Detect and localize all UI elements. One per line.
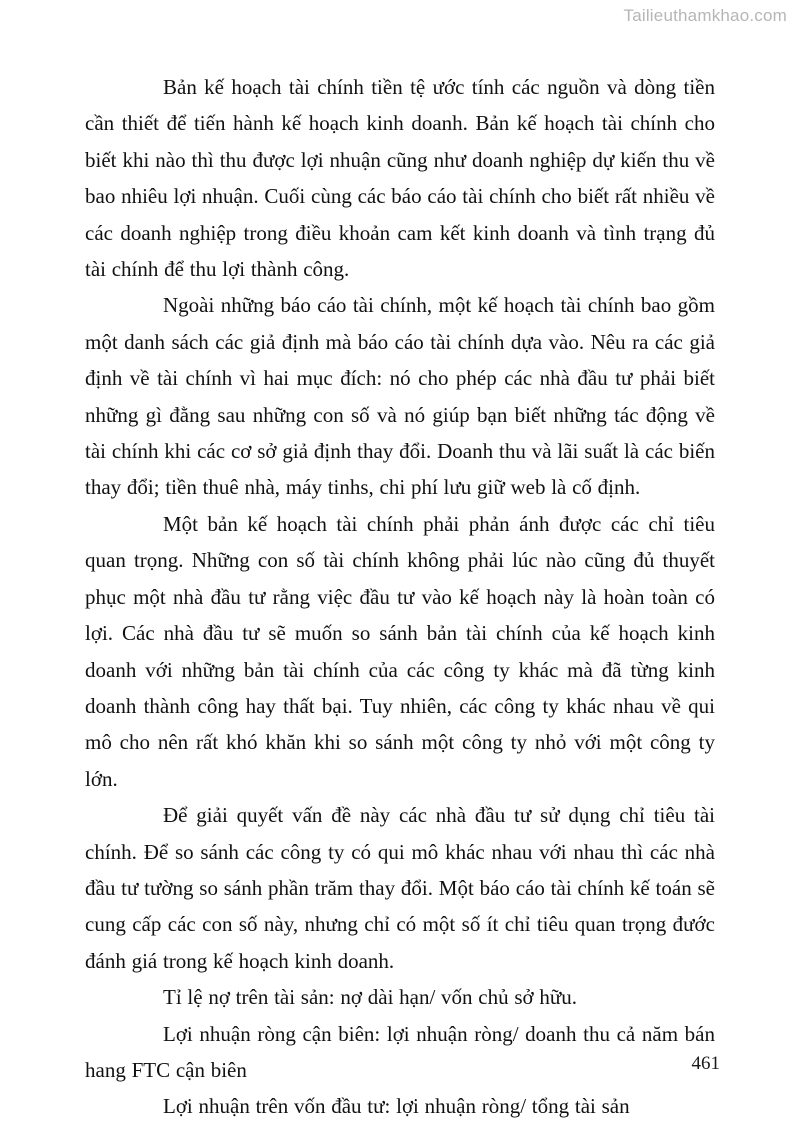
body-paragraph: Tỉ lệ nợ trên tài sản: nợ dài hạn/ vốn chủ sở hữu. [163,985,578,1010]
page-body [85,69,715,1123]
site-watermark: Tailieuthamkhao.com [623,6,787,25]
body-paragraph: Lợi nhuận trên vốn đầu tư: lợi nhuận ròng/ tổng tài sản [163,1094,630,1119]
body-paragraph: Lợi nhuận ròng cận biên: lợi nhuận ròng/ doanh thu cả năm bán hang FTC cận biên [85,1021,715,1082]
body-paragraph: Để giải quyết vấn đề này các nhà đầu tư sử dụng chỉ tiêu tài chính. Để so sánh các công ty có qui mô khác nhau với nhau thì các nhà đầu tư tường so sánh phần trăm thay đổi. Một báo cáo tài chính kế toán sẽ cung cấp các con số này, nhưng chỉ có một số ít chỉ tiêu quan trọng đước đánh giá trong kế hoạch kinh doanh. [85,803,715,973]
body-paragraph: Bản kế hoạch tài chính tiền tệ ước tính các nguồn và dòng tiền cần thiết để tiến hành kế hoạch kinh doanh. Bản kế hoạch tài chính cho biết khi nào thì thu được lợi nhuận cũng như doanh nghiệp dự kiến thu về bao nhiêu lợi nhuận. Cuối cùng các báo cáo tài chính cho biết rất nhiều về các doanh nghiệp trong điều khoản cam kết kinh doanh và tình trạng đủ tài chính để thu lợi thành công. [85,75,715,282]
page-number: 461 [691,1053,720,1074]
body-paragraph: Một bản kế hoạch tài chính phải phản ánh được các chỉ tiêu quan trọng. Những con số tài chính không phải lúc nào cũng đủ thuyết phục một nhà đầu tư rằng việc đầu tư vào kế hoạch này là hoàn toàn có lợi. Các nhà đầu tư sẽ muốn so sánh bản tài chính của kế hoạch kinh doanh với những bản tài chính của các công ty khác mà đã từng kinh doanh thành công hay thất bại. Tuy nhiên, các công ty khác nhau về qui mô cho nên rất khó khăn khi so sánh một công ty nhỏ với một công ty lớn. [85,511,715,791]
body-paragraph: Ngoài những báo cáo tài chính, một kế hoạch tài chính bao gồm một danh sách các giả định mà báo cáo tài chính dựa vào. Nêu ra các giả định về tài chính vì hai mục đích: nó cho phép các nhà đầu tư phải biết những gì đằng sau những con số và nó giúp bạn biết những tác động về tài chính khi các cơ sở giả định thay đổi. Doanh thu và lãi suất là các biến thay đổi; tiền thuê nhà, máy tinhs, chi phí lưu giữ web là cố định. [85,293,715,500]
